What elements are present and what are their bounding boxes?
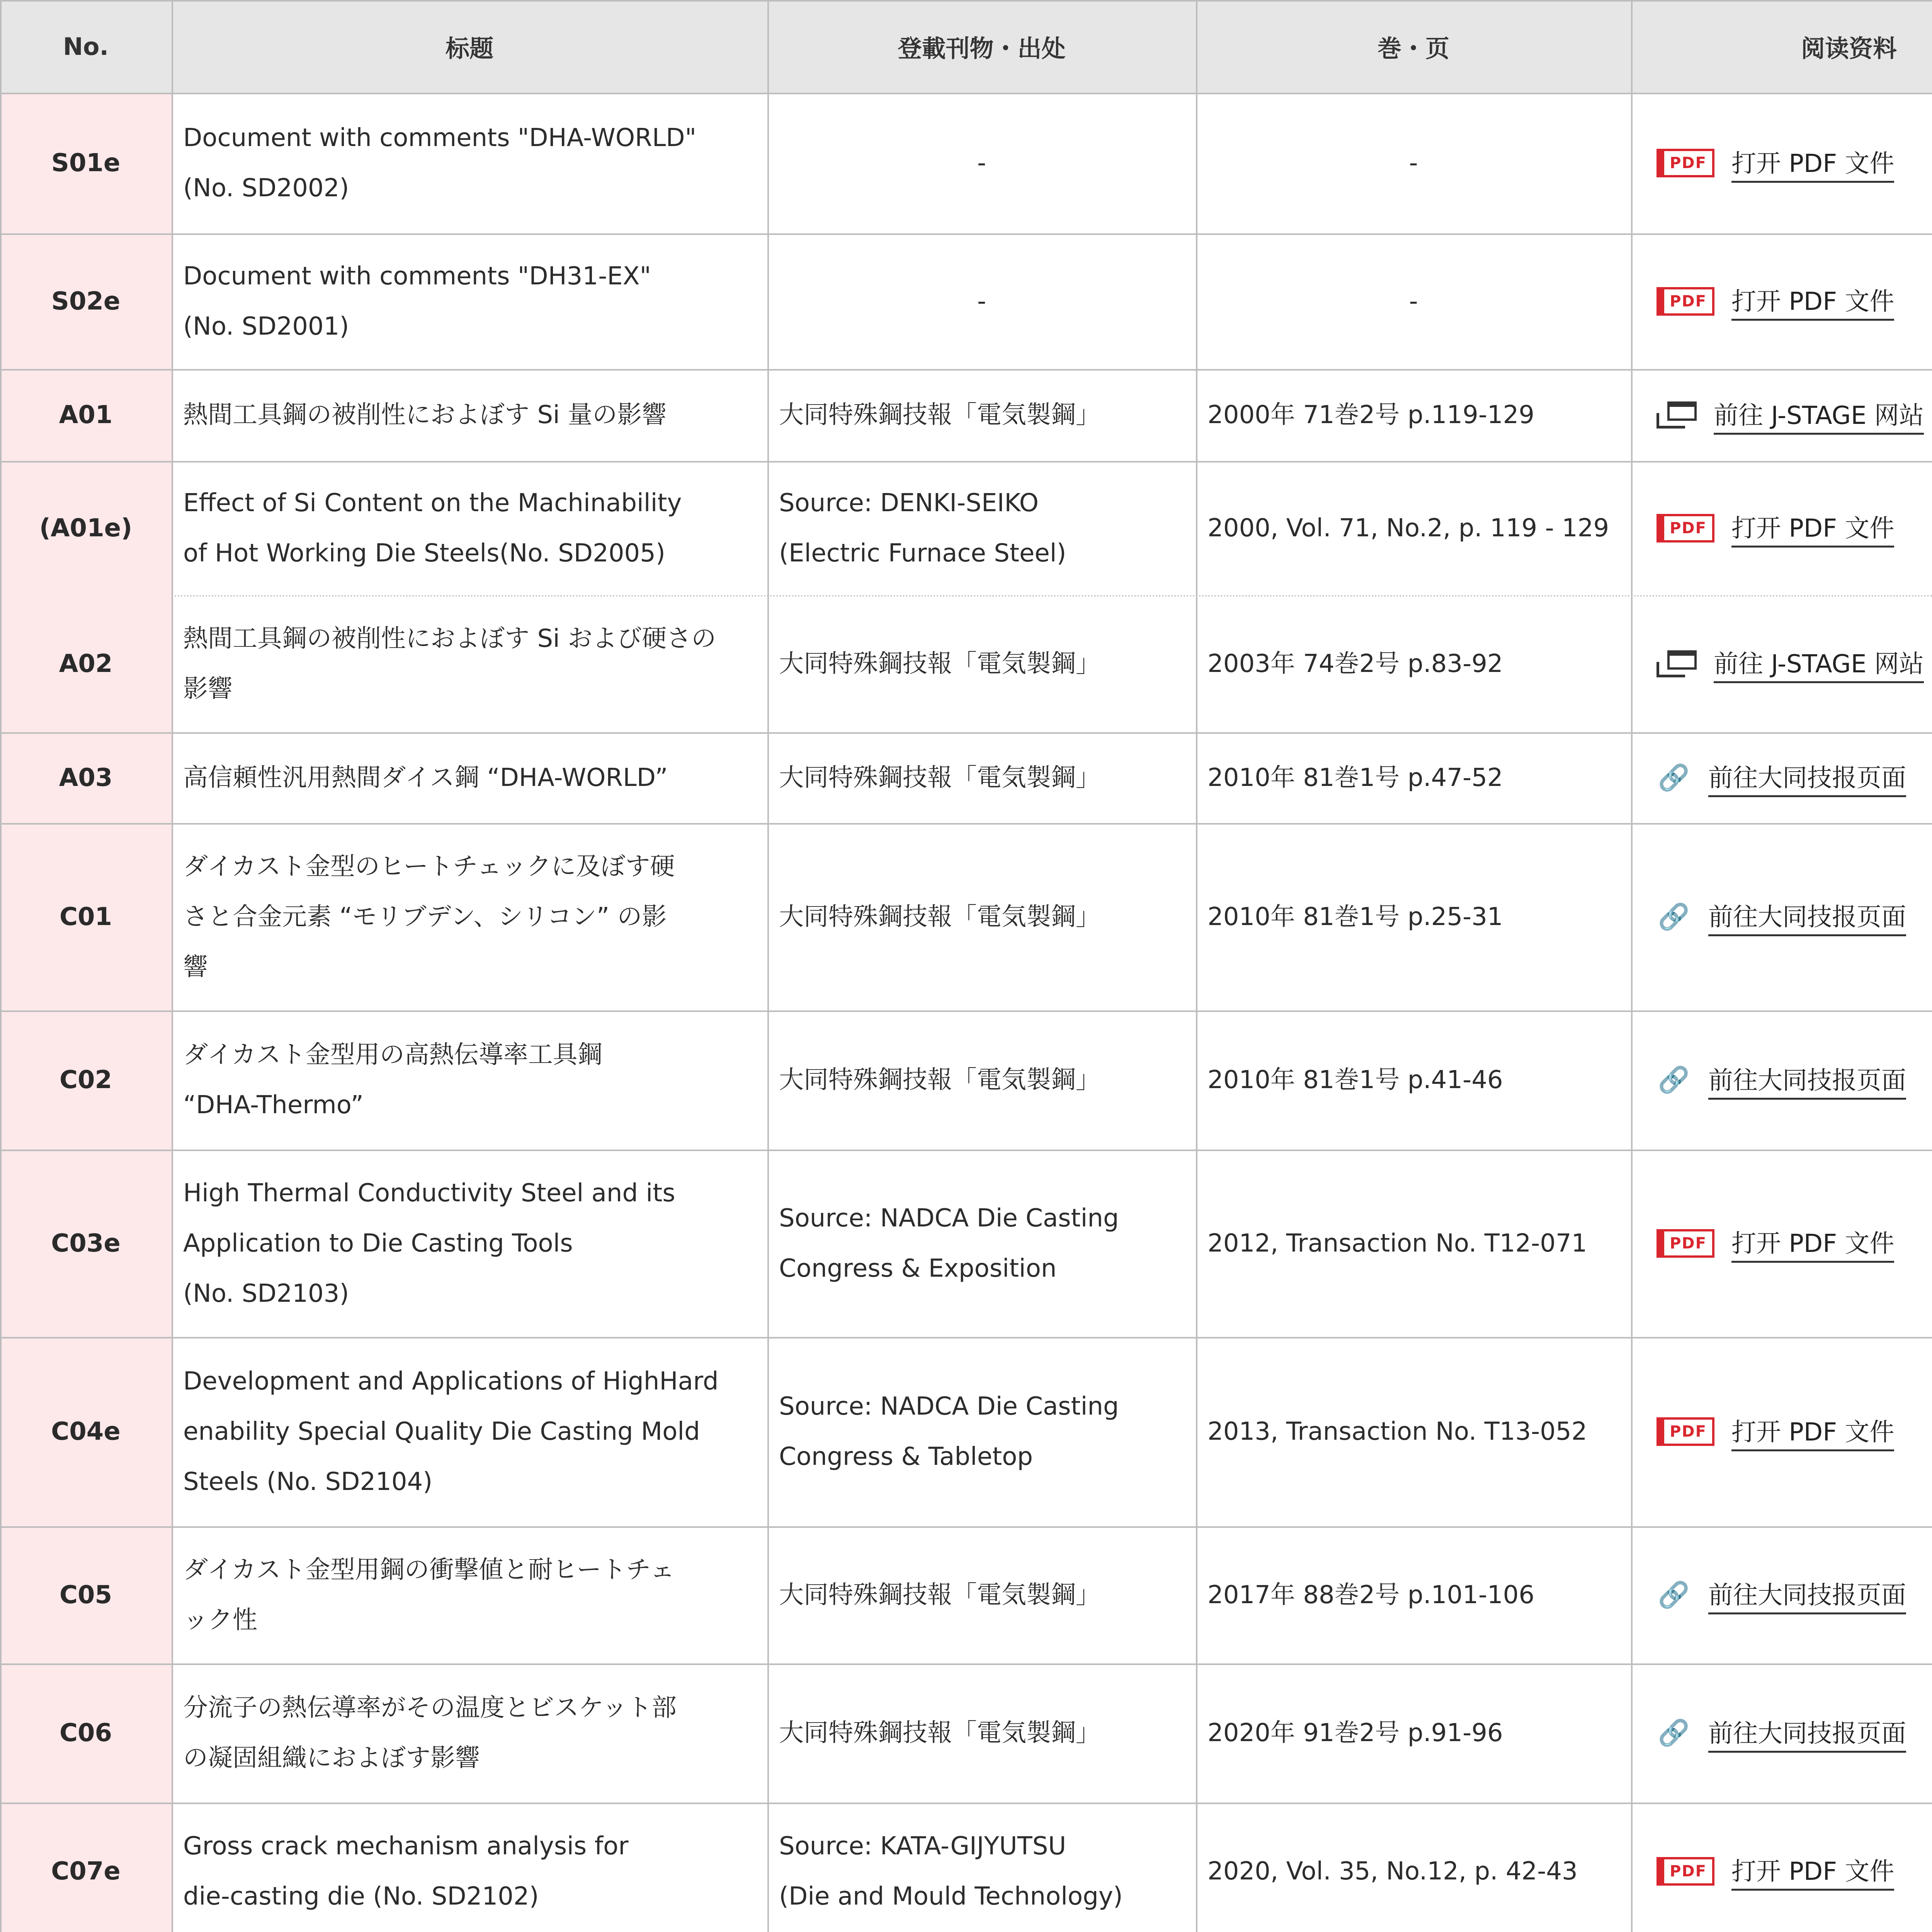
row-number: C04e [0,1337,172,1526]
row-link-pdf[interactable] [1656,509,1894,548]
row-volume-page: 2013, Transaction No. T13-052 [1208,1417,1587,1446]
row-link-jstage[interactable] [1656,644,1924,683]
row-number: S01e [0,93,172,233]
row-border [0,461,1932,463]
chain-link-icon: 🔗 [1658,762,1690,793]
row-link-pdf[interactable] [1656,282,1894,321]
row-volume-page: - [1409,287,1418,316]
row-number: C03e [0,1150,172,1337]
pdf-icon: PDF [1656,514,1714,543]
row-reading-cell [1631,823,1932,1010]
row-link-pdf[interactable] [1656,144,1894,183]
row-reading-cell [1631,233,1932,369]
row-reading-cell [1631,1663,1932,1803]
row-title: Document with comments "DH31-EX" (No. SD2001) [183,262,651,341]
row-volume-page: 2010年 81巻1号 p.25-31 [1208,902,1503,931]
row-volume-page: 2017年 88巻2号 p.101-106 [1208,1580,1535,1609]
row-publication: Source: NADCA Die Casting Congress & Tabletop [779,1392,1119,1471]
row-volume-page: 2000年 71巻2号 p.119-129 [1208,401,1535,429]
row-link-daido[interactable] [1656,1061,1906,1100]
row-border [0,1150,1932,1151]
row-link-label: 前往 J-STAGE 网站 [1714,396,1924,435]
row-reading-cell [1631,369,1932,461]
row-link-daido[interactable] [1656,1714,1906,1753]
row-title: Development and Applications of HighHard enability Special Quality Die Casting Mold Steels (No. SD2104) [183,1367,719,1496]
header-volume-page: 巻・页 [1196,0,1631,93]
chain-link-icon: 🔗 [1658,1718,1690,1748]
column-border [0,0,2,1932]
row-number: C02 [0,1010,172,1150]
header-publication: 登載刊物・出处 [767,0,1196,93]
row-number: A02 [0,595,172,732]
row-border [0,93,1932,94]
row-link-daido[interactable] [1656,897,1906,936]
row-publication: 大同特殊鋼技報「電気製鋼」 [779,1066,1100,1094]
row-reading-cell [1631,1010,1932,1150]
row-publication: 大同特殊鋼技報「電気製鋼」 [779,401,1100,429]
row-link-pdf[interactable] [1656,1852,1894,1891]
row-border [0,1803,1932,1804]
row-title: 熱間工具鋼の被削性におよぼす Si 量の影響 [183,401,667,429]
chain-link-icon: 🔗 [1658,1580,1690,1610]
row-link-label: 打开 PDF 文件 [1731,1412,1894,1451]
row-link-pdf[interactable] [1656,1412,1894,1451]
row-reading-cell [1631,1150,1932,1337]
pdf-icon: PDF [1656,149,1714,177]
row-title: High Thermal Conductivity Steel and its Application to Die Casting Tools (No. SD2103) [183,1179,675,1308]
row-link-label: 前往 J-STAGE 网站 [1714,644,1924,683]
row-border [0,1526,1932,1528]
pdf-icon: PDF [1656,1857,1714,1886]
chain-link-icon: 🔗 [1658,1065,1690,1095]
chain-link-icon: 🔗 [1658,901,1690,932]
row-title: Document with comments "DHA-WORLD" (No. SD2002) [183,124,696,202]
row-title: ダイカスト金型のヒートチェックに及ぼす硬 さと合金元素 “モリブデン、シリコン” の影 響 [183,852,675,981]
header-reading: 阅读资料 [1631,0,1932,93]
row-border [172,595,1932,597]
row-publication: 大同特殊鋼技報「電気製鋼」 [779,649,1100,678]
pdf-icon: PDF [1656,287,1714,316]
row-volume-page: - [1409,149,1418,177]
row-publication: 大同特殊鋼技報「電気製鋼」 [779,1719,1100,1747]
row-border [0,369,1932,371]
row-publication: Source: NADCA Die Casting Congress & Exposition [779,1204,1119,1283]
row-reading-cell [1631,595,1932,732]
row-link-label: 打开 PDF 文件 [1731,1852,1894,1891]
row-title: 分流子の熱伝導率がその温度とビスケット部 の凝固組織におよぼす影響 [183,1694,677,1772]
header-no: No. [0,0,172,93]
row-border [0,1663,1932,1665]
row-reading-cell [1631,732,1932,823]
row-link-label: 前往大同技报页面 [1708,897,1906,936]
pdf-icon: PDF [1656,1229,1714,1258]
row-publication: Source: KATA-GIJYUTSU (Die and Mould Technology) [779,1832,1123,1911]
row-publication: - [977,149,986,177]
row-number: S02e [0,233,172,369]
row-title: ダイカスト金型用鋼の衝撃値と耐ヒートチェ ック性 [183,1555,675,1634]
row-volume-page: 2010年 81巻1号 p.41-46 [1208,1066,1503,1094]
row-border [0,732,1932,734]
row-reading-cell [1631,93,1932,233]
row-border [0,1337,1932,1338]
row-title: 熱間工具鋼の被削性におよぼす Si および硬さの 影響 [183,624,716,703]
row-number: (A01e) [0,461,172,595]
row-border [0,823,1932,825]
row-number: A03 [0,732,172,823]
row-reading-cell [1631,1526,1932,1663]
row-link-daido[interactable] [1656,1575,1906,1614]
column-border [1631,0,1633,1932]
row-volume-page: 2020, Vol. 35, No.12, p. 42-43 [1208,1857,1578,1886]
column-border [767,0,769,1932]
row-link-label: 前往大同技报页面 [1708,1575,1906,1614]
row-volume-page: 2003年 74巻2号 p.83-92 [1208,649,1503,678]
row-link-label: 前往大同技报页面 [1708,758,1906,797]
row-number: C01 [0,823,172,1010]
row-link-label: 打开 PDF 文件 [1731,144,1894,183]
row-number: C05 [0,1526,172,1663]
row-border [0,0,1932,2]
row-link-label: 打开 PDF 文件 [1731,509,1894,548]
row-link-pdf[interactable] [1656,1224,1894,1263]
row-volume-page: 2000, Vol. 71, No.2, p. 119 - 129 [1208,514,1609,543]
row-link-label: 前往大同技报页面 [1708,1061,1906,1100]
row-publication: 大同特殊鋼技報「電気製鋼」 [779,1580,1100,1609]
row-reading-cell [1631,1337,1932,1526]
row-title: ダイカスト金型用の高熱伝導率工具鋼 “DHA-Thermo” [183,1041,602,1119]
pdf-icon: PDF [1656,1417,1714,1446]
external-window-icon [1656,650,1697,677]
row-volume-page: 2012, Transaction No. T12-071 [1208,1229,1587,1258]
row-link-daido[interactable] [1656,758,1906,797]
column-border [1196,0,1197,1932]
row-number: C07e [0,1803,172,1932]
external-window-icon [1656,401,1697,429]
column-border [172,0,173,1932]
row-border [0,233,1932,235]
row-link-jstage[interactable] [1656,396,1924,435]
row-title: Gross crack mechanism analysis for die-casting die (No. SD2102) [183,1832,629,1911]
row-title: 高信頼性汎用熱間ダイス鋼 “DHA-WORLD” [183,763,668,792]
row-link-label: 前往大同技报页面 [1708,1714,1906,1753]
row-reading-cell [1631,461,1932,595]
row-border [0,1010,1932,1012]
row-number: C06 [0,1663,172,1803]
row-publication: 大同特殊鋼技報「電気製鋼」 [779,763,1100,792]
row-publication: Source: DENKI-SEIKO (Electric Furnace Steel) [779,488,1066,568]
row-reading-cell [1631,1803,1932,1932]
row-publication: - [977,287,986,316]
row-title: Effect of Si Content on the Machinability of Hot Working Die Steels(No. SD2005) [183,488,682,568]
row-publication: 大同特殊鋼技報「電気製鋼」 [779,902,1100,931]
row-link-label: 打开 PDF 文件 [1731,282,1894,321]
row-number: A01 [0,369,172,461]
row-volume-page: 2020年 91巻2号 p.91-96 [1208,1719,1503,1747]
row-link-label: 打开 PDF 文件 [1731,1224,1894,1263]
row-volume-page: 2010年 81巻1号 p.47-52 [1208,763,1503,792]
header-title: 标题 [172,0,767,93]
